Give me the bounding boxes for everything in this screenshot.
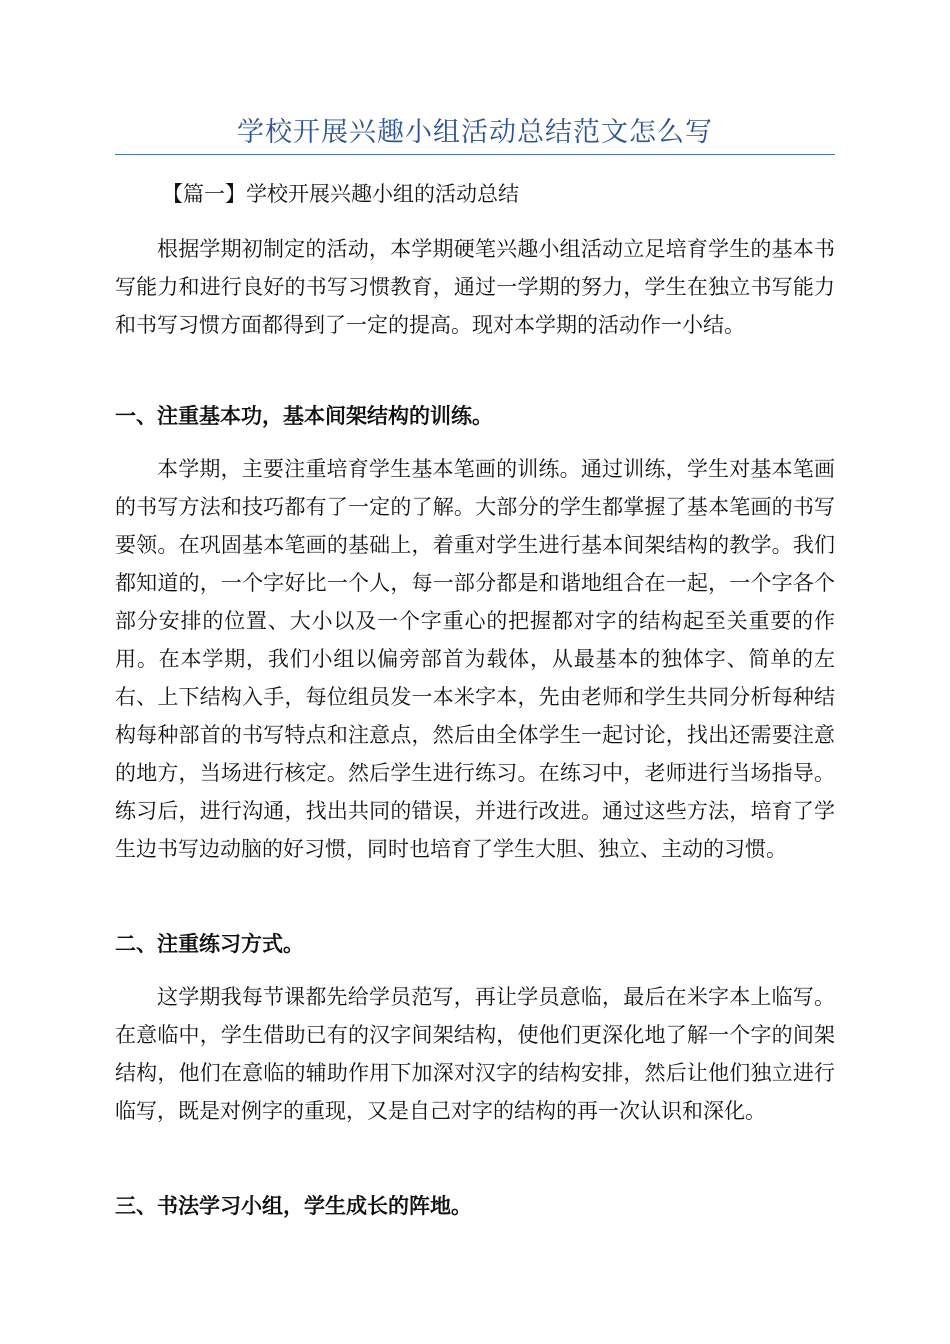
section-heading-1: 一、注重基本功，基本间架结构的训练。: [115, 404, 493, 428]
section-body-1: 本学期，主要注重培育学生基本笔画的训练。通过训练，学生对基本笔画的书写方法和技巧都有了一定的了解。大部分的学生都掌握了基本笔画的书写要领。在巩固基本笔画的基础上，着重对学生进行基本间架结构的教学。我们都知道的，一个字好比一个人，每一部分都是和谐地组合在一起，一个字各个部分安排的位置、大小以及一个字重心的把握都对字的结构起至关重要的作用。在本学期，我们小组以偏旁部首为载体，从最基本的独体字、简单的左右、上下结构入手，每位组员发一本米字本，先由老师和学生共同分析每种结构每种部首的书写特点和注意点，然后由全体学生一起讨论，找出还需要注意的地方，当场进行核定。然后学生进行练习。在练习中，老师进行当场指导。练习后，进行沟通，找出共同的错误，并进行改进。通过这些方法，培育了学生边书写边动脑的好习惯，同时也培育了学生大胆、独立、主动的习惯。: [115, 457, 835, 861]
section-body-2: 这学期我每节课都先给学员范写，再让学员意临，最后在米字本上临写。在意临中，学生借助已有的汉字间架结构，使他们更深化地了解一个字的间架结构，他们在意临的辅助作用下加深对汉字的结构安排，然后让他们独立进行临写，既是对例字的重现，又是自己对字的结构的再一次认识和深化。: [115, 985, 835, 1123]
document-title: 学校开展兴趣小组活动总结范文怎么写: [237, 117, 713, 148]
section-heading-2: 二、注重练习方式。: [115, 932, 304, 956]
title-underline: [115, 154, 835, 155]
section-heading-3: 三、书法学习小组，学生成长的阵地。: [115, 1194, 472, 1218]
article-subheading: 【篇一】学校开展兴趣小组的活动总结: [162, 182, 519, 206]
intro-paragraph: 根据学期初制定的活动，本学期硬笔兴趣小组活动立足培育学生的基本书写能力和进行良好的书写习惯教育，通过一学期的努力，学生在独立书写能力和书写习惯方面都得到了一定的提高。现对本学期的活动作一小结。: [115, 237, 835, 337]
